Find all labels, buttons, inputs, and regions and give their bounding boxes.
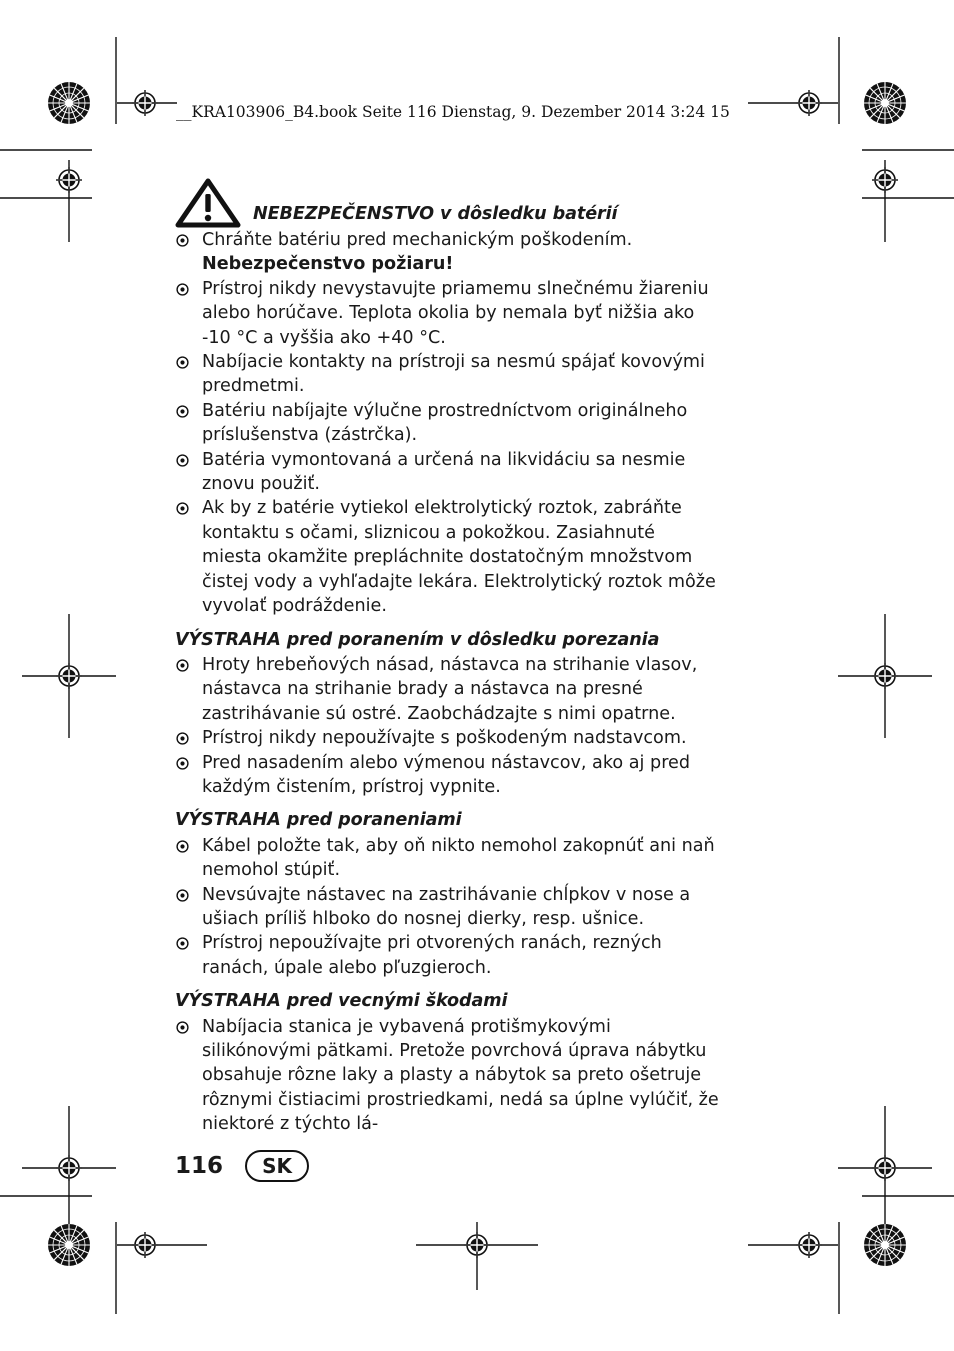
property-damage-section	[175, 989, 720, 1136]
item-text: Ak by z batérie vytiekol elektrolytický roztok, zabráňte kontaktu s očami, sliznicou a pokožkou. Zasiahnuté miesta okamžite prepláchnite dostatočným množstvom čistej vody a vyhľadajte lekára. Elektrolytický roztok môže vyvolať podráždenie.	[202, 498, 716, 617]
list-item	[175, 277, 720, 350]
list-item	[175, 751, 720, 800]
section-title-injury-warning: VÝSTRAHA pred poraneniami	[175, 810, 462, 831]
item-text: Prístroj nepoužívajte pri otvorených ranách, rezných ranách, úpale alebo pľuzgieroch.	[202, 933, 662, 978]
list-item	[175, 653, 720, 726]
language-badge: SK	[245, 1150, 309, 1182]
item-text: Hroty hrebeňových násad, nástavca na strihanie vlasov, nástavca na strihanie brady a nástavca na presné zastrihávanie sú ostré. Zaobchádzajte s nimi opatrne.	[202, 654, 698, 724]
item-text: Prístroj nikdy nepoužívajte s poškodeným nadstavcom.	[202, 728, 687, 749]
list-item	[175, 350, 720, 399]
item-text: Nabíjacie kontakty na prístroji sa nesmú spájať kovovými predmetmi.	[202, 352, 705, 397]
bullet-target-icon	[176, 1021, 189, 1034]
bullet-target-icon	[176, 659, 189, 672]
bullet-target-icon	[176, 502, 189, 515]
item-text: Kábel položte tak, aby oň nikto nemohol zakopnúť ani naň nemohol stúpiť.	[202, 835, 715, 881]
section-title-property-damage: VÝSTRAHA pred vecnými škodami	[175, 991, 508, 1012]
list-item	[175, 883, 720, 932]
item-text: Prístroj nikdy nevystavujte priamemu slnečnému žiareniu alebo horúčave. Teplota okolia by nemala byť nižšia ako -10 °C a vyššia ako +40 °C.	[202, 278, 709, 348]
bullet-target-icon	[176, 234, 189, 247]
page-number: 116	[175, 1153, 224, 1179]
bullet-target-icon	[176, 732, 189, 745]
bullet-target-icon	[176, 405, 189, 418]
bullet-target-icon	[176, 937, 189, 950]
cut-warning-list	[175, 653, 720, 799]
list-item	[175, 228, 720, 277]
injury-warning-list	[175, 834, 720, 980]
list-item	[175, 1015, 720, 1137]
battery-danger-heading	[175, 176, 720, 228]
item-text: Nabíjacia stanica je vybavená protišmykovými silikónovými pätkami. Pretože povrchová úprava nábytku obsahuje rôzne laky a plasty a nábytok sa preto ošetruje rôznymi čistiacimi prostriedkami, nedá sa úplne vylúčiť, že niektoré z týchto lá-	[202, 1016, 719, 1135]
item-text: Chráňte batériu pred mechanickým poškodením.	[202, 230, 633, 250]
item-text: Batériu nabíjajte výlučne prostredníctvom originálneho príslušenstva (zástrčka).	[202, 400, 688, 446]
property-damage-list	[175, 1015, 720, 1137]
bullet-target-icon	[176, 283, 189, 296]
item-emphasis: Nebezpečenstvo požiaru!	[202, 254, 454, 275]
list-item	[175, 448, 720, 497]
list-item	[175, 726, 720, 750]
warning-triangle-icon	[175, 178, 241, 228]
item-text: Nevsúvajte nástavec na zastrihávanie chĺpkov v nose a ušiach príliš hlboko do nosnej dierky, resp. ušnice.	[202, 884, 691, 929]
section-title-cut-warning: VÝSTRAHA pred poranením v dôsledku porezania	[175, 629, 660, 650]
injury-warning-section	[175, 808, 720, 980]
cut-warning-section	[175, 628, 720, 800]
item-text: Pred nasadením alebo výmenou nástavcov, ako aj pred každým čistením, prístroj vypnite.	[202, 752, 691, 797]
bullet-target-icon	[176, 356, 189, 369]
page-footer	[175, 1150, 309, 1182]
page-content	[175, 176, 720, 1137]
battery-danger-list	[175, 228, 720, 619]
bullet-target-icon	[176, 454, 189, 467]
list-item	[175, 834, 720, 883]
list-item	[175, 496, 720, 618]
print-header-line: __KRA103906_B4.book Seite 116 Dienstag, 9. Dezember 2014 3:24 15	[176, 103, 730, 121]
list-item	[175, 931, 720, 980]
bullet-target-icon	[176, 889, 189, 902]
item-text: Batéria vymontovaná a určená na likvidáciu sa nesmie znovu použiť.	[202, 449, 686, 495]
bullet-target-icon	[176, 757, 189, 770]
bullet-target-icon	[176, 840, 189, 853]
list-item	[175, 399, 720, 448]
section-title-battery-danger: NEBEZPEČENSTVO v dôsledku batérií	[253, 203, 618, 224]
